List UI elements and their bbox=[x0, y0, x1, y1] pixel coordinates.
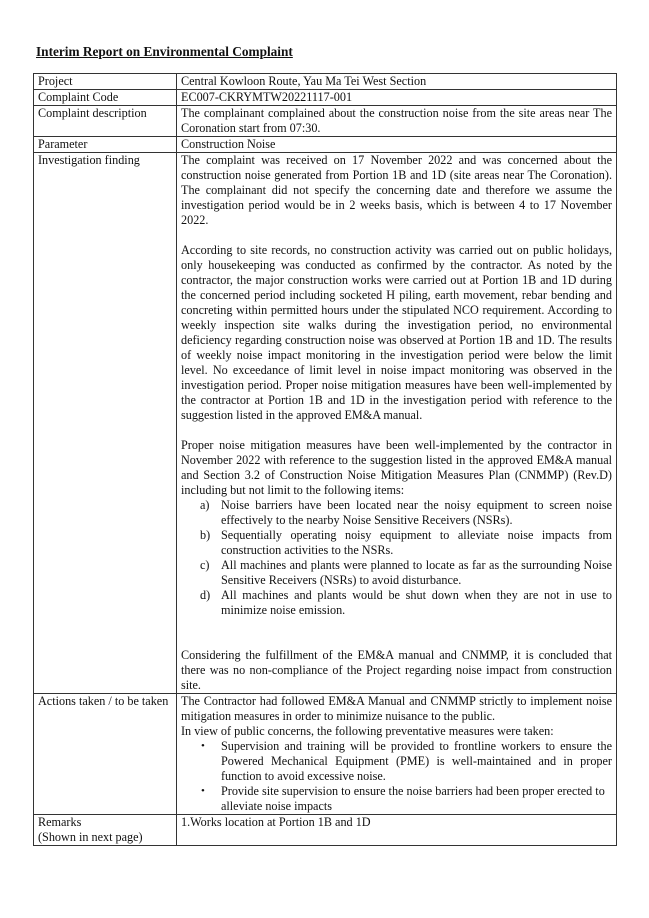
remarks-label-line-2: (Shown in next page) bbox=[38, 830, 143, 844]
preventative-measure-item bbox=[181, 739, 612, 784]
actions-paragraph-2: In view of public concerns, the following preventative measures were taken: bbox=[181, 724, 554, 738]
parameter-label: Parameter bbox=[34, 137, 177, 153]
remarks-value: 1.Works location at Portion 1B and 1D bbox=[177, 815, 617, 846]
remarks-label bbox=[34, 815, 177, 846]
investigation-finding-value bbox=[177, 153, 617, 694]
remarks-label-line-1: Remarks bbox=[38, 815, 82, 829]
investigation-paragraph-1: The complaint was received on 17 November 2022 and was concerned about the construction noise generated from Portion 1B and 1D (site areas near The Coronation). The complainant did not specify the concerning date and therefore we assume the investigation period would be in 2 weeks basis, which is between 4 to 17 November 2022. bbox=[181, 153, 612, 227]
bullet-icon: • bbox=[201, 785, 205, 797]
complaint-table bbox=[33, 73, 617, 846]
investigation-finding-label: Investigation finding bbox=[34, 153, 177, 694]
list-marker: c) bbox=[200, 558, 210, 572]
actions-paragraph-1: The Contractor had followed EM&A Manual and CNMMP strictly to implement noise mitigation measures in order to minimize nuisance to the public. bbox=[181, 694, 612, 723]
mitigation-measures-list bbox=[181, 498, 612, 618]
mitigation-item bbox=[181, 498, 612, 528]
mitigation-item bbox=[181, 558, 612, 588]
complaint-description-value: The complainant complained about the construction noise from the site areas near The Coronation start from 07:30. bbox=[177, 106, 617, 137]
investigation-paragraph-3: Proper noise mitigation measures have been well-implemented by the contractor in November 2022 with reference to the suggestion listed in the approved EM&A manual and Section 3.2 of Construction Noise Mitigation Measures Plan (CNMMP) (Rev.D) including but not limit to the following items: bbox=[181, 438, 612, 497]
investigation-paragraph-4: Considering the fulfillment of the EM&A manual and CNMMP, it is concluded that there was no non-compliance of the Project regarding noise impact from construction site. bbox=[181, 648, 612, 692]
preventative-measure-text: Supervision and training will be provided to frontline workers to ensure the Powered Mechanical Equipment (PME) is well-maintained and in proper function to avoid excessive noise. bbox=[221, 739, 612, 783]
mitigation-item-text: All machines and plants were planned to locate as far as the surrounding Noise Sensitive Receivers (NSRs) to avoid disturbance. bbox=[221, 558, 612, 587]
spacer bbox=[181, 618, 612, 633]
complaint-code-label: Complaint Code bbox=[34, 90, 177, 106]
row-remarks bbox=[34, 815, 617, 846]
investigation-paragraph-2: According to site records, no construction activity was carried out on public holidays, only housekeeping was conducted as confirmed by the contractor. As noted by the contractor, the major construction works were carried out at Portion 1B and 1D during the concerned period including socketed H piling, earth movement, rebar bending and concreting within permitted hours under the stipulated NCO requirement. According to weekly inspection site walks during the investigation period, no environmental deficiency regarding construction noise was observed at Portion 1B and 1D. The results of weekly noise impact monitoring in the investigation period were below the limit level. No exceedance of limit level in noise impact monitoring was observed in the investigation period. Proper noise mitigation measures have been well-implemented by the contractor at Portion 1B and 1D in the investigation period with reference to the suggestion listed in the approved EM&A manual. bbox=[181, 243, 612, 422]
mitigation-item bbox=[181, 588, 612, 618]
row-complaint-code bbox=[34, 90, 617, 106]
mitigation-item bbox=[181, 528, 612, 558]
list-marker: b) bbox=[200, 528, 211, 542]
complaint-description-label: Complaint description bbox=[34, 106, 177, 137]
preventative-measures-list bbox=[181, 739, 612, 814]
project-value: Central Kowloon Route, Yau Ma Tei West Section bbox=[177, 74, 617, 90]
actions-label: Actions taken / to be taken bbox=[34, 694, 177, 815]
list-marker: d) bbox=[200, 588, 211, 602]
project-label: Project bbox=[34, 74, 177, 90]
row-project bbox=[34, 74, 617, 90]
mitigation-item-text: Sequentially operating noisy equipment to alleviate noise impacts from construction activities to the NSRs. bbox=[221, 528, 612, 557]
row-parameter bbox=[34, 137, 617, 153]
complaint-code-value: EC007-CKRYMTW20221117-001 bbox=[177, 90, 617, 106]
actions-value bbox=[177, 694, 617, 815]
preventative-measure-text: Provide site supervision to ensure the noise barriers had been proper erected to alleviate noise impacts bbox=[221, 784, 605, 813]
row-actions bbox=[34, 694, 617, 815]
preventative-measure-item bbox=[181, 784, 612, 814]
parameter-value: Construction Noise bbox=[177, 137, 617, 153]
mitigation-item-text: Noise barriers have been located near the noisy equipment to screen noise effectively to the nearby Noise Sensitive Receivers (NSRs). bbox=[221, 498, 612, 527]
bullet-icon: • bbox=[201, 740, 205, 752]
row-complaint-description bbox=[34, 106, 617, 137]
mitigation-item-text: All machines and plants would be shut down when they are not in use to minimize noise emission. bbox=[221, 588, 612, 617]
list-marker: a) bbox=[200, 498, 210, 512]
report-title: Interim Report on Environmental Complaint bbox=[36, 44, 293, 59]
row-investigation-finding bbox=[34, 153, 617, 694]
